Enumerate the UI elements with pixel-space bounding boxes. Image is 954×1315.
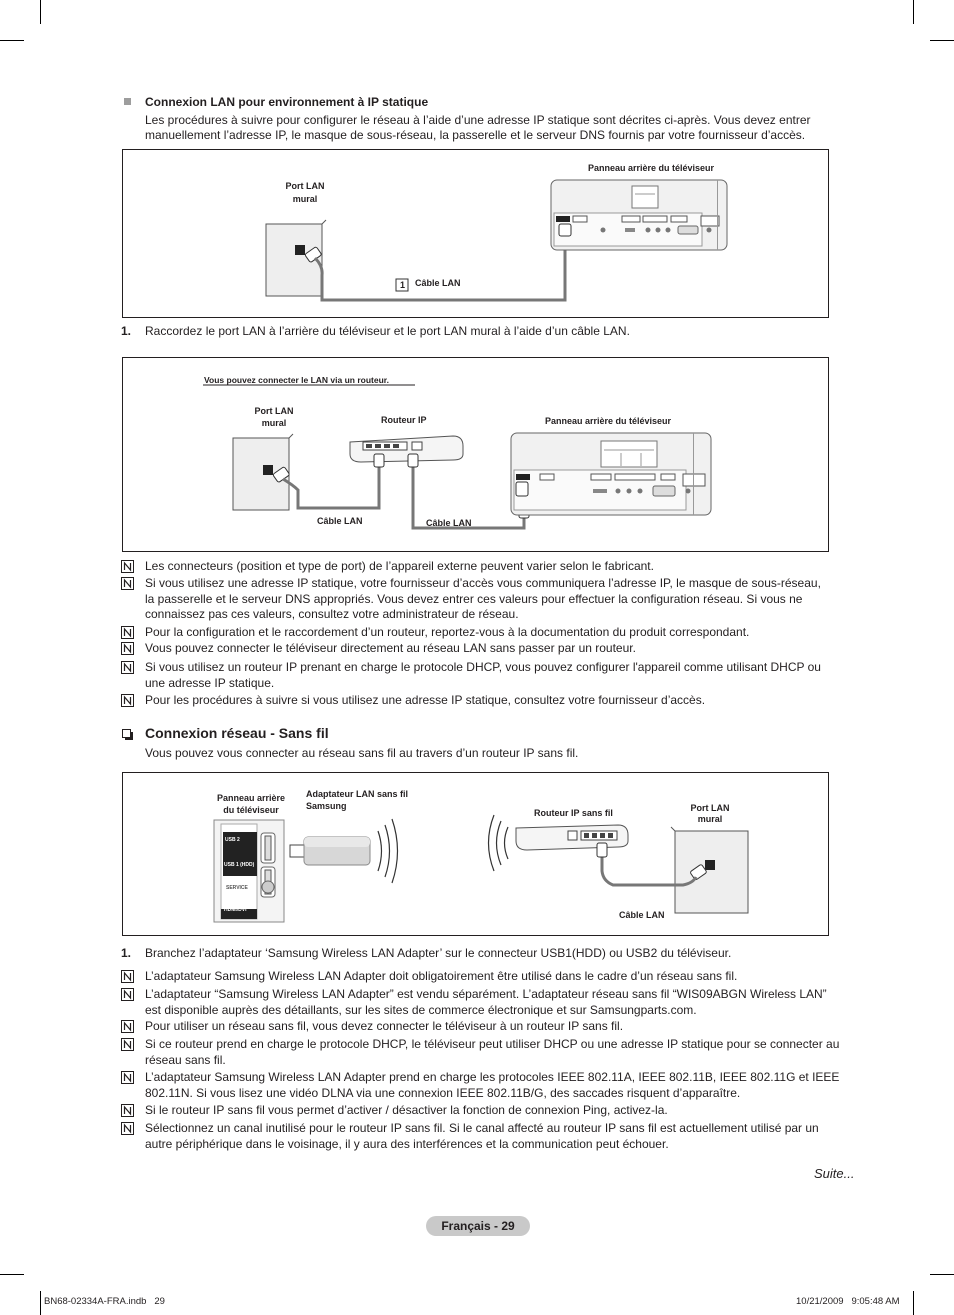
- note-text: L’adaptateur “Samsung Wireless LAN Adapter” est vendu séparément. L’adaptateur réseau sans fil “WIS09ABGN Wireless LAN”: [145, 987, 827, 1001]
- cable-label: Câble LAN: [415, 278, 461, 288]
- step-text: Raccordez le port LAN à l’arrière du téléviseur et le port LAN mural à l’aide d’un câble LAN.: [145, 324, 630, 338]
- wall-port-label: mural: [292, 194, 318, 204]
- note-text: Pour la configuration et le raccordement d’un routeur, reportez-vous à la documentation du produit correspondant.: [145, 625, 750, 639]
- section-heading: Connexion LAN pour environnement à IP statique: [145, 95, 429, 109]
- section-intro: Les procédures à suivre pour configurer le réseau à l’aide d’une adresse IP statique sont décrites ci-après. Vous devez entrer: [145, 113, 811, 127]
- adapter-label: Samsung: [306, 801, 347, 811]
- step-number: 1.: [121, 946, 132, 960]
- note-icon: [121, 560, 134, 573]
- adapter-label: Adaptateur LAN sans fil: [306, 789, 409, 799]
- crop-mark: [930, 1274, 954, 1275]
- note-icon: [121, 694, 134, 707]
- tv-panel-label: du téléviseur: [223, 805, 279, 815]
- section-heading: Connexion réseau - Sans fil: [145, 725, 329, 741]
- note-text: la passerelle et le serveur DNS appropriés. Vous devez entrer ces valeurs pour effectuer la configuration réseau. Si vous ne: [145, 591, 803, 606]
- diagram-note: Vous pouvez connecter le LAN via un routeur.: [204, 375, 389, 385]
- crop-mark: [913, 0, 914, 24]
- note-text: 802.11N. Si vous lisez une vidéo DLNA via une connexion IEEE 802.11B/G, des saccades risquent d’apparaître.: [145, 1085, 741, 1100]
- page-number: Français - 29: [441, 1219, 515, 1233]
- note-text: Sélectionnez un canal inutilisé pour le routeur IP sans fil. Si le canal affecté au routeur IP sans fil est actuellement utilisé par un: [145, 1121, 819, 1135]
- note-text: Si ce routeur prend en charge le protocole DHCP, le téléviseur peut utiliser DHCP ou une adresse IP statique pour se connecter au: [145, 1037, 840, 1051]
- note-icon: [121, 1038, 134, 1051]
- footer-file: BN68-02334A-FRA.indb 29: [44, 1296, 165, 1307]
- router-label: Routeur IP: [381, 415, 427, 425]
- note-text: Pour utiliser un réseau sans fil, vous devez connecter le téléviseur à un routeur IP sans fil.: [145, 1019, 624, 1033]
- section-intro: manuellement l’adresse IP, le masque de sous-réseau, la passerelle et le serveur DNS fournis par votre fournisseur d’accès.: [145, 128, 806, 142]
- section-intro: Vous pouvez vous connecter au réseau sans fil au travers d’un routeur IP sans fil.: [145, 746, 579, 760]
- diagram-direct-lan-drawing: [123, 150, 828, 317]
- note-text: Si vous utilisez un routeur IP prenant en charge le protocole DHCP, vous pouvez configurer l'appareil comme utilisant DHCP ou: [145, 660, 821, 674]
- page-number-badge: [426, 1216, 530, 1236]
- note-icon: [121, 661, 134, 674]
- diagram-wireless: [122, 772, 829, 936]
- crop-mark: [40, 0, 41, 24]
- port-label: SERVICE: [226, 885, 248, 891]
- port-label: USB 2: [225, 837, 240, 843]
- note-text: autre périphérique dans le voisinage, il y aura des interférences et la communication peut échouer.: [145, 1136, 669, 1151]
- note-icon: [121, 970, 134, 983]
- port-label: HDMI/DVI: [224, 907, 247, 913]
- note-icon: [121, 577, 134, 590]
- cable-label: Câble LAN: [619, 910, 665, 920]
- wall-port-label: mural: [697, 814, 723, 824]
- bullet-square-icon: [124, 98, 131, 105]
- note-text: Pour les procédures à suivre si vous utilisez une adresse IP statique, consultez votre fournisseur d’accès.: [145, 693, 706, 707]
- wall-port-label: mural: [261, 418, 287, 428]
- step-number: 1.: [121, 324, 132, 338]
- note-icon: [121, 1071, 134, 1084]
- note-text: Les connecteurs (position et type de port) de l’appareil externe peuvent varier selon le fabricant.: [145, 559, 654, 573]
- wall-port-label: Port LAN: [690, 803, 730, 813]
- checkbox-bullet-icon: [122, 729, 133, 740]
- note-text: Si le routeur IP sans fil vous permet d’activer / désactiver la fonction de connexion Ping, activez-la.: [145, 1103, 668, 1117]
- port-label: USB 1 (HDD): [224, 862, 255, 868]
- wall-port-label: Port LAN: [285, 181, 325, 191]
- crop-mark: [0, 40, 24, 41]
- wall-port-label: Port LAN: [254, 406, 294, 416]
- note-icon: [121, 1020, 134, 1033]
- note-text: Vous pouvez connecter le téléviseur directement au réseau LAN sans passer par un routeur.: [145, 641, 636, 655]
- cable-label: Câble LAN: [317, 516, 363, 526]
- diagram-direct-lan: [122, 149, 829, 318]
- router-label: Routeur IP sans fil: [534, 808, 613, 818]
- note-text: réseau sans fil.: [145, 1052, 226, 1067]
- note-text: Si vous utilisez une adresse IP statique, votre fournisseur d’accès vous communiquera l’adresse IP, le masque de sous-réseau,: [145, 576, 821, 590]
- tv-panel-label: Panneau arrière: [216, 793, 286, 803]
- cable-label: Câble LAN: [426, 518, 472, 528]
- note-text: L’adaptateur Samsung Wireless LAN Adapter doit obligatoirement être utilisé dans le cadre d’un réseau sans fil.: [145, 969, 738, 983]
- crop-mark: [40, 1291, 41, 1315]
- cable-number: 1: [399, 280, 405, 290]
- note-text: est disponible auprès des détaillants, sur les sites de commerce électronique et sur Samsungparts.com.: [145, 1002, 697, 1017]
- note-icon: [121, 642, 134, 655]
- footer-date: 10/21/2009 9:05:48 AM: [796, 1296, 900, 1307]
- crop-mark: [930, 40, 954, 41]
- note-icon: [121, 1104, 134, 1117]
- tv-panel-label: Panneau arrière du téléviseur: [588, 163, 715, 173]
- note-icon: [121, 626, 134, 639]
- diagram-router-lan: [122, 357, 829, 552]
- tv-panel-label: Panneau arrière du téléviseur: [545, 416, 672, 426]
- note-text: L’adaptateur Samsung Wireless LAN Adapter prend en charge les protocoles IEEE 802.11A, IEEE 802.11B, IEEE 802.11G et IEEE: [145, 1070, 840, 1084]
- diagram-router-lan-drawing: [123, 358, 828, 551]
- note-text: connaissez pas ces valeurs, consultez votre administrateur de réseau.: [145, 607, 519, 622]
- continued-label: Suite...: [814, 1166, 855, 1181]
- step-text: Branchez l’adaptateur ‘Samsung Wireless LAN Adapter’ sur le connecteur USB1(HDD) ou USB2 du téléviseur.: [145, 946, 732, 960]
- crop-mark: [913, 1291, 914, 1315]
- note-icon: [121, 988, 134, 1001]
- crop-mark: [0, 1274, 24, 1275]
- note-text: une adresse IP statique.: [145, 675, 275, 690]
- note-icon: [121, 1122, 134, 1135]
